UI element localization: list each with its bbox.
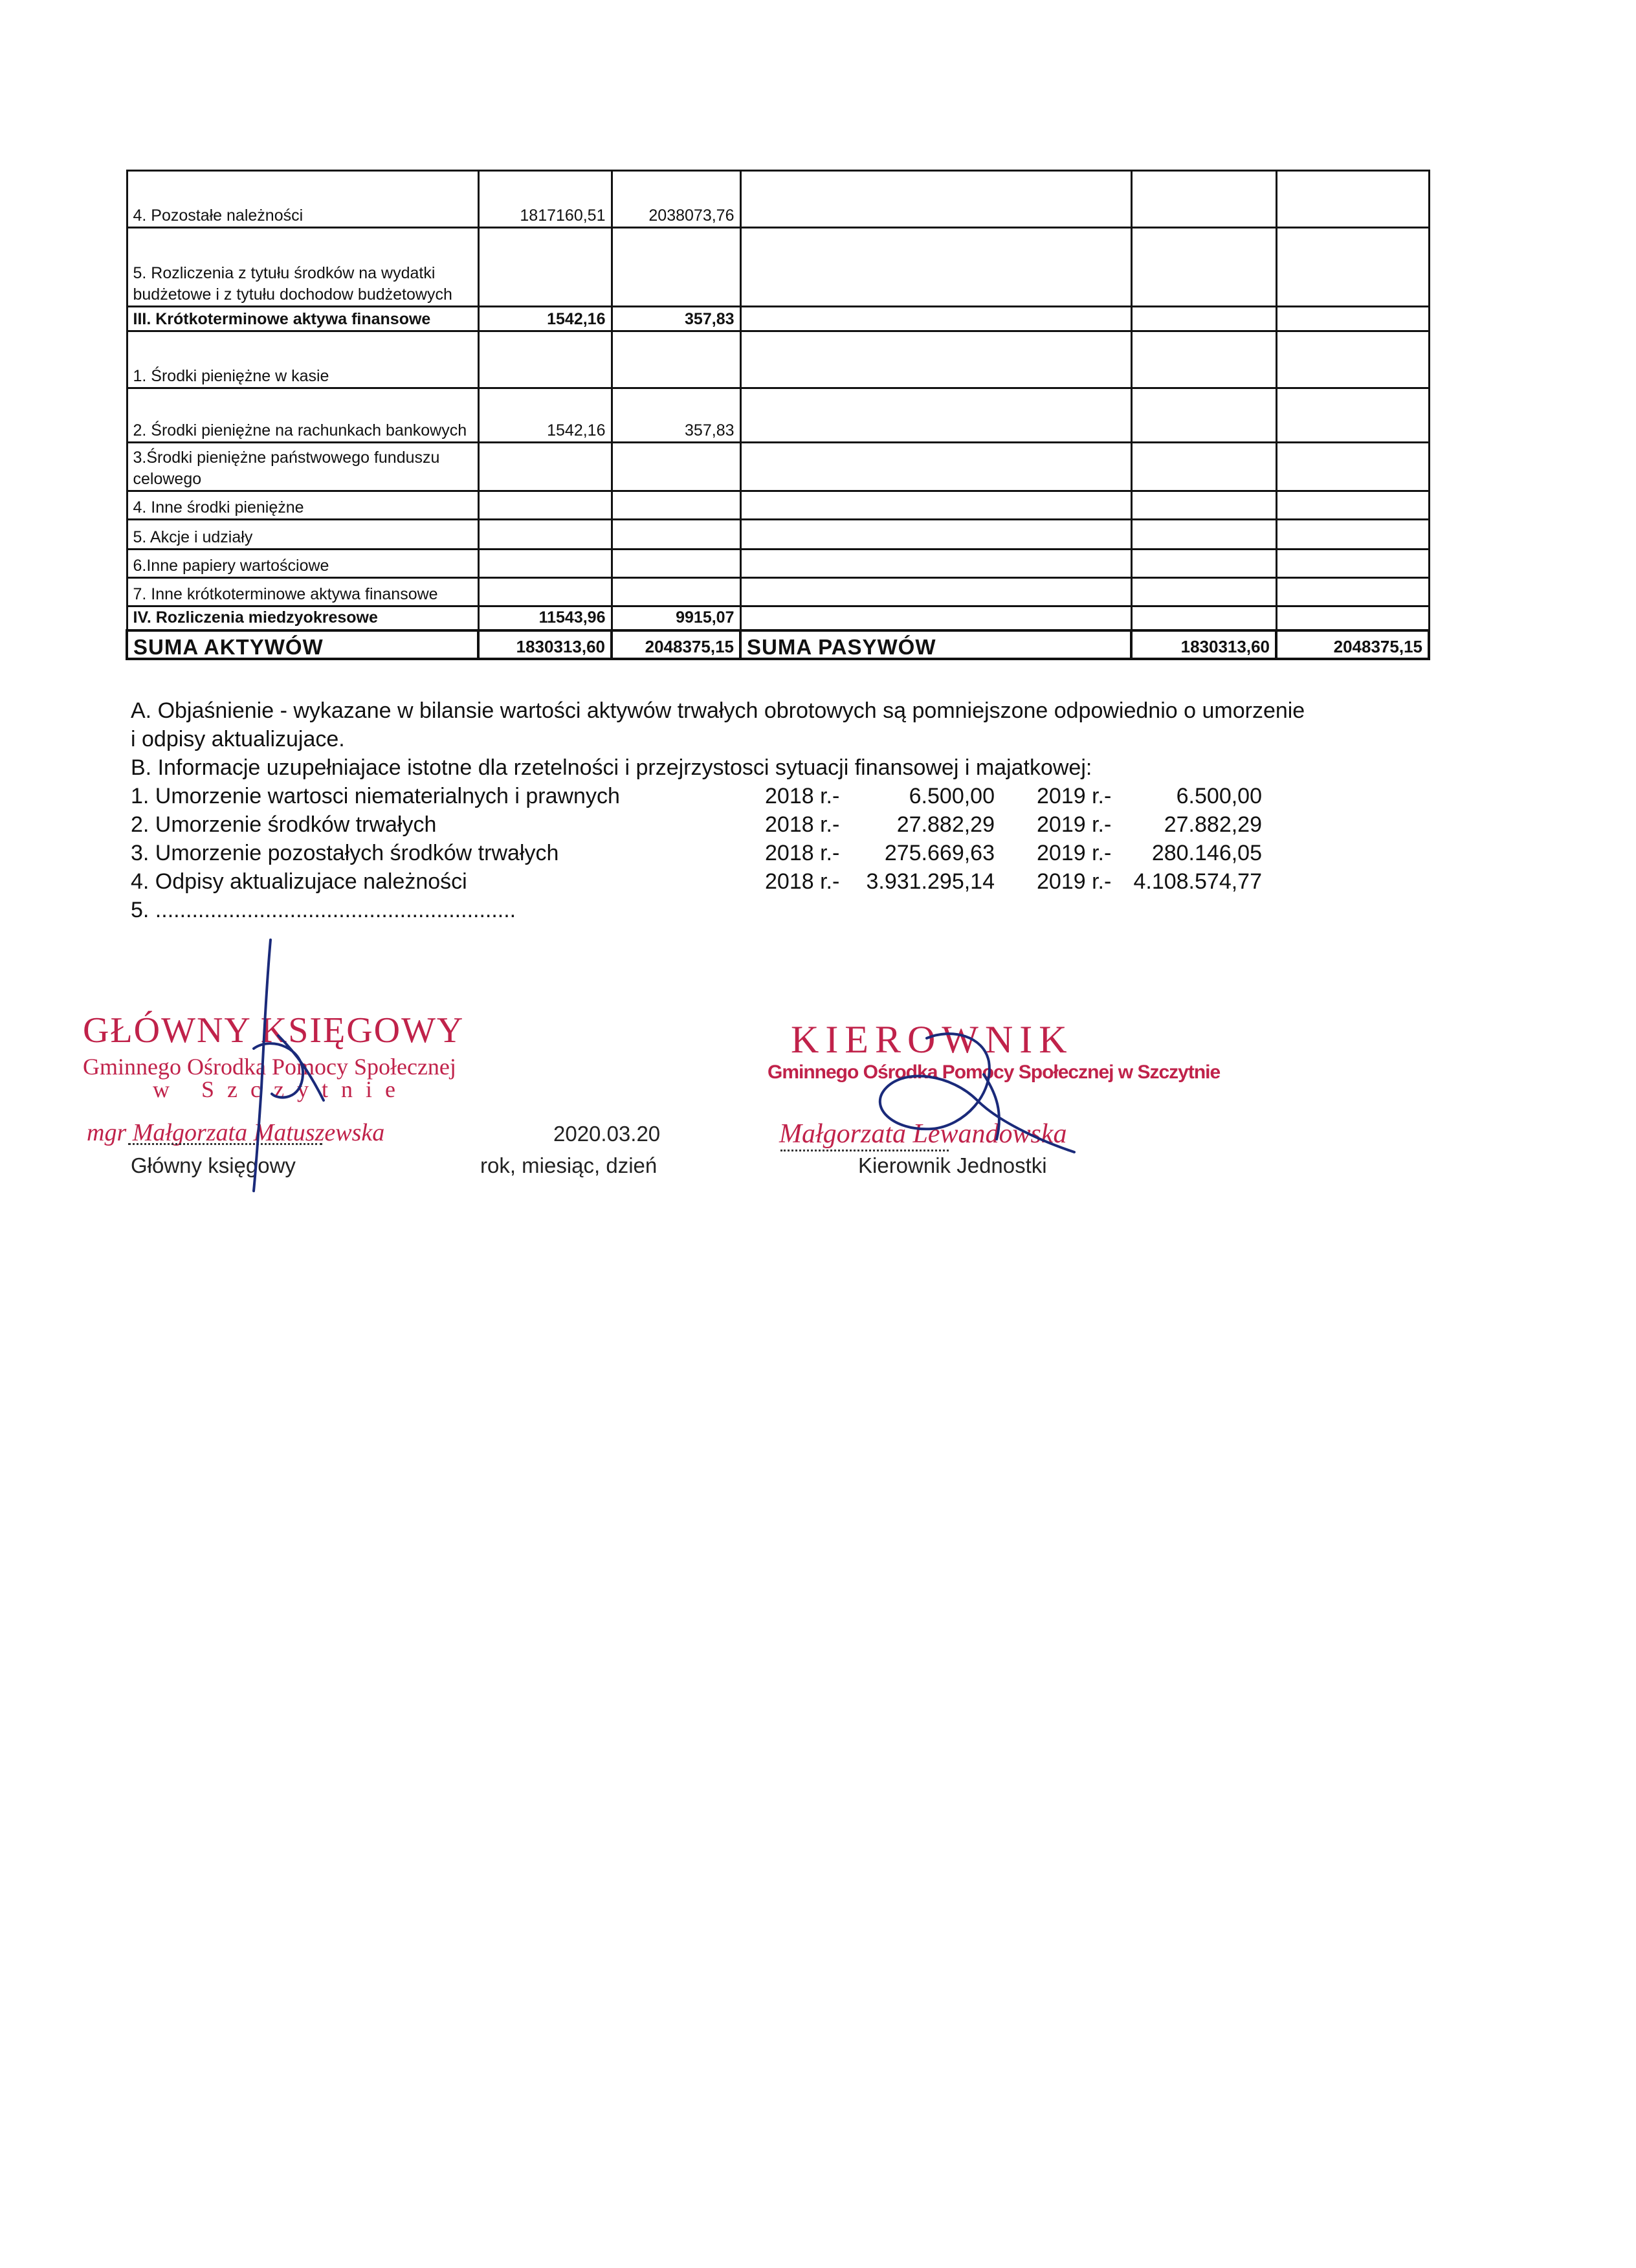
passive-cell [1131,578,1276,606]
note-item-year-2018: 2018 r.- [765,869,840,894]
row-value-2018: 1817160,51 [478,171,612,228]
passive-cell [740,578,1131,606]
row-value-2019 [612,520,740,550]
note-item-5: 5. ........................................................... [131,898,516,922]
row-value-2019 [612,578,740,606]
note-item-value-2019: 4.108.574,77 [1133,869,1262,894]
table-row [127,388,1429,443]
table-row [127,331,1429,388]
row-value-2019: 9915,07 [612,606,740,631]
passive-cell [740,388,1131,443]
row-value-2019 [612,228,740,307]
stamp-manager-institution: Gminnego Ośrodka Pomocy Społecznej w Szczytnie [768,1062,1221,1083]
stamp-chief-accountant-institution: Gminnego Ośrodka Pomocy Społecznej [83,1054,456,1080]
row-value-2018 [478,443,612,491]
row-label: 4. Pozostałe należności [127,171,478,228]
row-value-2018 [478,331,612,388]
passive-cell [740,331,1131,388]
passive-cell [1276,606,1429,631]
row-label: 3.Środki pieniężne państwowego funduszu celowego [127,443,478,491]
row-value-2019 [612,443,740,491]
passive-cell [1131,606,1276,631]
note-a-line-2: i odpisy aktualizujace. [131,727,345,751]
table-row [127,606,1429,631]
row-label: 5. Rozliczenia z tytułu środków na wydatki budżetowe i z tytułu dochodow budżetowych [127,228,478,307]
row-value-2018 [478,228,612,307]
row-label: III. Krótkoterminowe aktywa finansowe [127,307,478,331]
stamp-manager-title: KIEROWNIK [791,1018,1074,1061]
table-row [127,550,1429,578]
row-value-2018 [478,550,612,578]
row-value-2018: 1542,16 [478,307,612,331]
row-value-2018: 1542,16 [478,388,612,443]
passive-cell [1131,307,1276,331]
passive-cell [740,443,1131,491]
row-value-2019 [612,331,740,388]
document-date: 2020.03.20 [553,1122,661,1146]
passive-cell [1276,491,1429,520]
note-item-year-2019: 2019 r.- [1037,784,1112,808]
sum-aktywow-2019: 2048375,15 [612,630,740,659]
row-label: IV. Rozliczenia miedzyokresowe [127,606,478,631]
stamp-manager-name: Małgorzata Lewandowska [779,1119,1067,1149]
passive-cell [1276,443,1429,491]
passive-cell [1276,171,1429,228]
note-item-value-2019: 27.882,29 [1164,812,1262,837]
note-item [131,839,1360,867]
note-item-value-2019: 280.146,05 [1151,841,1262,865]
sum-pasywow-2018: 1830313,60 [1131,630,1276,659]
label-chief-accountant: Główny księgowy [131,1153,296,1177]
passive-cell [1131,171,1276,228]
note-item-value-2018: 6.500,00 [909,784,995,808]
passive-cell [1276,307,1429,331]
sum-pasywow-label: SUMA PASYWÓW [740,630,1131,659]
passive-cell [740,606,1131,631]
note-item [131,867,1360,896]
table-row [127,578,1429,606]
passive-cell [1131,520,1276,550]
label-date: rok, miesiąc, dzień [480,1153,658,1177]
row-label: 1. Środki pieniężne w kasie [127,331,478,388]
passive-cell [1276,228,1429,307]
row-value-2019: 357,83 [612,388,740,443]
note-item-label: 1. Umorzenie wartosci niematerialnych i prawnych [131,784,620,808]
note-item-value-2018: 27.882,29 [896,812,995,837]
passive-cell [740,550,1131,578]
table-row [127,520,1429,550]
passive-cell [1276,520,1429,550]
row-value-2018 [478,520,612,550]
table-row [127,307,1429,331]
row-label: 5. Akcje i udziały [127,520,478,550]
sum-aktywow-2018: 1830313,60 [478,630,612,659]
note-item-value-2019: 6.500,00 [1176,784,1262,808]
note-item-year-2019: 2019 r.- [1037,869,1112,894]
table-row [127,443,1429,491]
note-item [131,782,1360,810]
stamp-chief-accountant-city: w Szczytnie [153,1076,408,1102]
row-value-2018 [478,491,612,520]
note-item-year-2019: 2019 r.- [1037,812,1112,837]
note-item-year-2018: 2018 r.- [765,784,840,808]
note-item-year-2018: 2018 r.- [765,841,840,865]
row-label: 4. Inne środki pieniężne [127,491,478,520]
passive-cell [1131,331,1276,388]
table-row [127,171,1429,228]
row-value-2018 [478,578,612,606]
row-label: 7. Inne krótkoterminowe aktywa finansowe [127,578,478,606]
passive-cell [1131,388,1276,443]
passive-cell [1276,578,1429,606]
notes-section [131,696,1360,924]
passive-cell [740,307,1131,331]
note-item-label: 2. Umorzenie środków trwałych [131,812,437,837]
note-item-year-2018: 2018 r.- [765,812,840,837]
passive-cell [1276,331,1429,388]
stamp-chief-accountant-title: GŁÓWNY KSIĘGOWY [83,1010,465,1051]
passive-cell [740,520,1131,550]
note-item-value-2018: 3.931.295,14 [866,869,995,894]
passive-cell [740,171,1131,228]
row-label: 6.Inne papiery wartościowe [127,550,478,578]
signature-dotted-line [780,1150,949,1151]
note-item-value-2018: 275.669,63 [884,841,995,865]
passive-cell [740,228,1131,307]
row-value-2019 [612,550,740,578]
row-value-2019: 2038073,76 [612,171,740,228]
label-manager: Kierownik Jednostki [858,1153,1047,1177]
sum-row [127,630,1429,659]
row-value-2019 [612,491,740,520]
passive-cell [1131,550,1276,578]
note-a-line-1: A. Objaśnienie - wykazane w bilansie wartości aktywów trwałych obrotowych są pomniejszone odpowiednio o umorzenie [131,698,1305,723]
note-item-year-2019: 2019 r.- [1037,841,1112,865]
passive-cell [1276,388,1429,443]
stamp-chief-accountant-name: mgr Małgorzata Matuszewska [87,1119,385,1146]
note-item-label: 4. Odpisy aktualizujace należności [131,869,467,894]
passive-cell [1131,228,1276,307]
passive-cell [740,491,1131,520]
row-value-2019: 357,83 [612,307,740,331]
balance-table [126,170,1430,660]
sum-pasywow-2019: 2048375,15 [1276,630,1429,659]
note-item [131,810,1360,839]
passive-cell [1276,550,1429,578]
sum-aktywow-label: SUMA AKTYWÓW [127,630,478,659]
note-b-line: B. Informacje uzupełniajace istotne dla rzetelności i przejrzystosci sytuacji finansowej i majatkowej: [131,755,1092,780]
passive-cell [1131,443,1276,491]
table-row [127,491,1429,520]
note-item-label: 3. Umorzenie pozostałych środków trwałych [131,841,559,865]
passive-cell [1131,491,1276,520]
table-row [127,228,1429,307]
signature-dotted-line [128,1143,322,1145]
row-value-2018: 11543,96 [478,606,612,631]
row-label: 2. Środki pieniężne na rachunkach bankowych [127,388,478,443]
